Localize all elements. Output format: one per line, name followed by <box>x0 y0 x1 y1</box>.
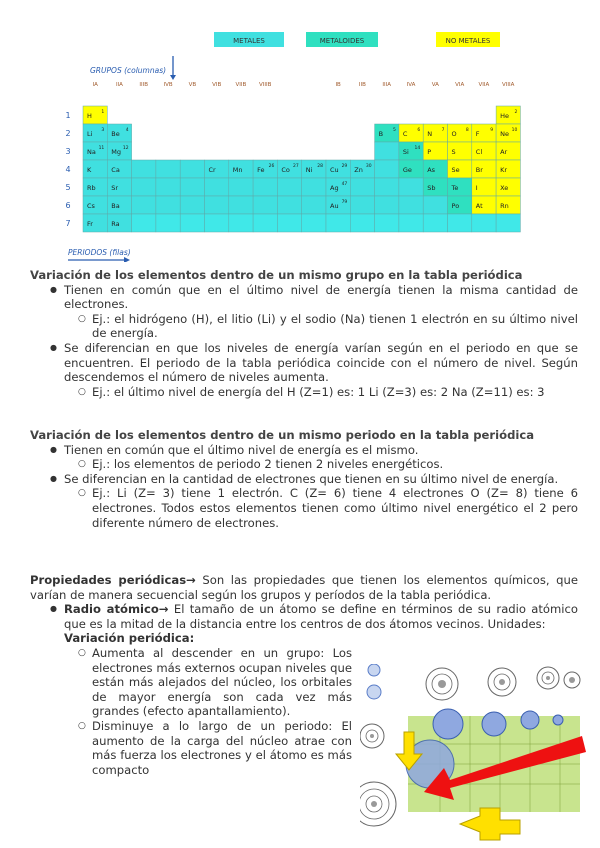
atomic-radius-illustration <box>360 664 590 848</box>
element-cell <box>253 214 277 232</box>
element-cell-bg <box>277 196 301 214</box>
element-cell-bg <box>375 178 399 196</box>
element-cell <box>83 178 107 196</box>
group-header: IA <box>92 82 98 88</box>
element-symbol: Ar <box>500 148 508 156</box>
element-cell <box>277 196 301 214</box>
element-number: 11 <box>98 146 105 151</box>
element-symbol: Li <box>87 130 93 138</box>
period-number: 7 <box>65 219 71 228</box>
element-cell <box>472 196 496 214</box>
element-cell <box>423 196 447 214</box>
element-cell-bg <box>423 214 447 232</box>
element-cell-bg <box>399 214 423 232</box>
element-number: 79 <box>341 200 348 205</box>
element-cell <box>496 124 520 142</box>
element-cell <box>302 160 326 178</box>
list-item: ● Se diferencian en que los niveles de energía varían según en el periodo en que se encuentren. El periodo de la tabla periódica coincide con el número de nivel. Según descendemos el número de niveles aumenta. <box>30 341 578 385</box>
element-cell-bg <box>180 214 204 232</box>
element-symbol: Xe <box>500 184 509 192</box>
element-number: 7 <box>441 128 445 133</box>
element-cell <box>375 178 399 196</box>
group-header: VIIIB <box>259 82 272 88</box>
element-cell <box>423 124 447 142</box>
periods-label: PERIODOS (filas) <box>68 248 131 257</box>
element-symbol: Ge <box>402 166 412 174</box>
element-cell <box>229 178 253 196</box>
element-cell <box>156 178 180 196</box>
element-cell <box>277 214 301 232</box>
element-symbol: Ba <box>111 202 120 210</box>
element-cell <box>180 160 204 178</box>
element-number: 4 <box>125 128 129 133</box>
period-number: 1 <box>65 111 71 120</box>
element-symbol: C <box>402 130 408 138</box>
element-cell <box>83 124 107 142</box>
element-cell <box>107 178 131 196</box>
element-cell-bg <box>180 196 204 214</box>
element-cell <box>472 142 496 160</box>
element-symbol: Fe <box>257 166 265 174</box>
element-cell <box>205 178 229 196</box>
element-cell-bg <box>229 214 253 232</box>
element-cell <box>180 178 204 196</box>
element-cell <box>496 196 520 214</box>
element-symbol: O <box>451 130 457 138</box>
element-cell <box>132 214 156 232</box>
element-cell-bg <box>472 214 496 232</box>
element-symbol: Ne <box>500 130 509 138</box>
element-cell-bg <box>132 196 156 214</box>
element-number: 12 <box>122 146 129 151</box>
element-cell <box>156 196 180 214</box>
legend-label: METALOIDES <box>319 37 365 45</box>
section-group-title: Variación de los elementos dentro de un mismo grupo en la tabla periódica <box>30 268 523 282</box>
element-symbol: Cr <box>208 166 216 174</box>
element-cell-bg <box>156 196 180 214</box>
element-cell <box>180 196 204 214</box>
element-cell <box>205 214 229 232</box>
period-number: 3 <box>65 147 71 156</box>
group-header: IIIA <box>382 82 392 88</box>
element-cell <box>83 142 107 160</box>
element-cell <box>326 196 350 214</box>
element-cell-bg <box>350 214 374 232</box>
element-cell-bg <box>205 196 229 214</box>
element-cell-bg <box>496 214 520 232</box>
element-cell <box>399 178 423 196</box>
radio-text: El tamaño de un átomo se define en términos de su radio atómico que es la mitad de la distancia entre los centros de dos átomos vecinos. Unidades: <box>64 602 578 631</box>
element-cell <box>448 214 472 232</box>
group-header: VA <box>431 82 439 88</box>
section-period-title: Variación de los elementos dentro de un mismo periodo en la tabla periódica <box>30 428 535 442</box>
list-item: ○ Disminuye a lo largo de un periodo: El aumento de la carga del núcleo atrae con más fuerza los electrones y el átomo es más compacto <box>30 719 352 777</box>
element-cell <box>448 142 472 160</box>
element-symbol: N <box>427 130 433 138</box>
element-cell <box>277 160 301 178</box>
element-cell <box>472 178 496 196</box>
element-number: 14 <box>414 146 421 151</box>
periods-arrowhead <box>124 257 130 262</box>
period-number: 2 <box>65 129 71 138</box>
element-number: 5 <box>393 128 396 133</box>
element-cell-bg <box>229 178 253 196</box>
list-item: ○ Ej.: el último nivel de energía del H (Z=1) es: 1 Li (Z=3) es: 2 Na (Z=11) es: 3 <box>30 385 578 400</box>
element-symbol: S <box>451 148 456 156</box>
element-symbol: As <box>427 166 436 174</box>
element-number: 2 <box>514 110 518 115</box>
element-cell <box>253 196 277 214</box>
group-header: VIB <box>212 82 222 88</box>
element-cell <box>448 178 472 196</box>
element-number: 3 <box>101 128 105 133</box>
element-cell <box>107 142 131 160</box>
element-symbol: Kr <box>500 166 508 174</box>
element-cell-bg <box>399 196 423 214</box>
element-symbol: Si <box>402 148 409 156</box>
element-cell-bg <box>205 214 229 232</box>
group-header: IIB <box>358 82 366 88</box>
periodic-table <box>0 0 600 262</box>
element-number: 1 <box>101 110 105 115</box>
element-cell <box>448 160 472 178</box>
list-item: ● Se diferencian en la cantidad de electrones que tienen en su último nivel de energía. <box>30 472 578 487</box>
element-cell <box>156 160 180 178</box>
element-symbol: H <box>87 112 92 120</box>
element-cell <box>302 196 326 214</box>
element-cell <box>375 196 399 214</box>
element-symbol: Se <box>451 166 460 174</box>
element-cell <box>496 178 520 196</box>
list-item: ○ Ej.: los elementos de periodo 2 tienen 2 niveles energéticos. <box>30 457 578 472</box>
list-item <box>30 602 578 631</box>
element-cell <box>83 160 107 178</box>
group-header: VIIB <box>235 82 247 88</box>
element-cell-bg <box>253 214 277 232</box>
element-number: 30 <box>365 164 372 169</box>
props-text: Son las propiedades que tienen los elementos químicos, que varían de manera secuencial según los grupos y períodos de la tabla periódica. <box>30 573 578 602</box>
element-cell-bg <box>302 178 326 196</box>
element-cell <box>253 160 277 178</box>
element-symbol: Fr <box>87 220 93 228</box>
element-cell-bg <box>277 178 301 196</box>
element-symbol: Cu <box>330 166 339 174</box>
element-symbol: Br <box>475 166 483 174</box>
element-cell <box>302 214 326 232</box>
element-cell-bg <box>253 178 277 196</box>
element-symbol: Rn <box>500 202 509 210</box>
groups-arrowhead <box>170 75 176 80</box>
element-cell <box>472 124 496 142</box>
element-cell <box>496 142 520 160</box>
element-symbol: Au <box>330 202 339 210</box>
variacion-title: Variación periódica: <box>64 631 195 646</box>
element-symbol: Rb <box>87 184 96 192</box>
list-item: ○ Ej.: Li (Z= 3) tiene 1 electrón. C (Z= 6) tiene 4 electrones O (Z= 8) tiene 6 electrones. Todos estos elementos tienen como último nivel energético el 2 pero diferente número de electrones. <box>30 486 578 530</box>
element-cell <box>229 214 253 232</box>
element-cell-bg <box>350 196 374 214</box>
element-symbol: Cl <box>475 148 483 156</box>
element-symbol: Po <box>451 202 460 210</box>
element-cell-bg <box>253 196 277 214</box>
element-cell-bg <box>277 214 301 232</box>
element-cell <box>399 124 423 142</box>
element-symbol: K <box>87 166 92 174</box>
element-cell-bg <box>375 214 399 232</box>
element-symbol: F <box>475 130 480 138</box>
element-symbol: Ag <box>330 184 339 192</box>
element-cell-bg <box>448 214 472 232</box>
element-cell-bg <box>375 142 399 160</box>
list-item: ● Tienen en común que el último nivel de energía es el mismo. <box>30 443 578 458</box>
element-cell <box>375 124 399 142</box>
arrow-left-icon <box>460 808 520 840</box>
group-header: IIIB <box>139 82 149 88</box>
group-header: VIA <box>455 82 465 88</box>
element-number: 29 <box>341 164 348 169</box>
element-cell <box>156 214 180 232</box>
element-symbol: Na <box>87 148 96 156</box>
element-symbol: Te <box>451 184 459 192</box>
element-cell <box>350 214 374 232</box>
element-cell <box>107 214 131 232</box>
element-cell <box>205 160 229 178</box>
element-cell <box>496 214 520 232</box>
element-cell <box>180 214 204 232</box>
element-cell <box>375 160 399 178</box>
section-group <box>30 268 578 399</box>
element-cell <box>472 214 496 232</box>
period-number: 6 <box>65 201 71 210</box>
element-cell <box>302 178 326 196</box>
element-symbol: Co <box>281 166 290 174</box>
element-cell <box>399 196 423 214</box>
element-cell <box>399 142 423 160</box>
list-item: ● Tienen en común que en el último nivel de energía tienen la misma cantidad de electrones. <box>30 283 578 312</box>
element-cell-bg <box>326 214 350 232</box>
element-symbol: Sr <box>111 184 119 192</box>
legend-label: METALES <box>233 37 265 45</box>
element-cell-bg <box>156 160 180 178</box>
element-cell <box>496 160 520 178</box>
element-cell <box>399 214 423 232</box>
element-cell-bg <box>132 160 156 178</box>
element-cell-bg <box>156 214 180 232</box>
legend-label: NO METALES <box>445 37 491 45</box>
group-header: VIIA <box>478 82 490 88</box>
element-cell <box>375 214 399 232</box>
element-symbol: P <box>427 148 432 156</box>
element-cell-bg <box>375 196 399 214</box>
element-cell <box>326 160 350 178</box>
element-cell <box>277 178 301 196</box>
element-number: 8 <box>465 128 469 133</box>
element-cell <box>229 196 253 214</box>
element-cell-bg <box>156 178 180 196</box>
element-cell <box>423 214 447 232</box>
element-cell <box>350 178 374 196</box>
element-symbol: Ca <box>111 166 120 174</box>
element-number: 26 <box>268 164 275 169</box>
element-cell <box>350 196 374 214</box>
element-cell <box>399 160 423 178</box>
element-cell <box>472 160 496 178</box>
element-symbol: Be <box>111 130 120 138</box>
element-cell <box>423 160 447 178</box>
element-cell <box>326 214 350 232</box>
element-cell <box>83 214 107 232</box>
element-cell <box>253 178 277 196</box>
element-number: 10 <box>511 128 518 133</box>
element-cell <box>375 142 399 160</box>
group-header: IIA <box>115 82 123 88</box>
element-cell-bg <box>180 178 204 196</box>
element-cell <box>350 160 374 178</box>
element-cell-bg <box>375 160 399 178</box>
element-cell <box>132 160 156 178</box>
element-symbol: Cs <box>87 202 95 210</box>
element-symbol: At <box>475 202 483 210</box>
element-number: 47 <box>341 182 348 187</box>
element-symbol: Ra <box>111 220 120 228</box>
element-cell <box>448 124 472 142</box>
group-header: VB <box>188 82 197 88</box>
element-cell <box>496 106 520 124</box>
group-header: IVB <box>163 82 173 88</box>
element-cell-bg <box>132 178 156 196</box>
element-number: 28 <box>317 164 323 169</box>
element-symbol: Sb <box>427 184 436 192</box>
element-symbol: Ni <box>305 166 313 174</box>
props-lead: Propiedades periódicas→ <box>30 573 196 587</box>
element-cell-bg <box>302 196 326 214</box>
element-cell <box>326 178 350 196</box>
list-item: ○ Ej.: el hidrógeno (H), el litio (Li) y el sodio (Na) tienen 1 electrón en su último nivel de energía. <box>30 312 578 341</box>
list-item: ○ Aumenta al descender en un grupo: Los electrones más externos ocupan niveles que están más alejados del núcleo, los orbitales de mayor energía son cada vez más grandes (efecto apantallamiento). <box>30 646 352 719</box>
element-cell-bg <box>132 214 156 232</box>
radio-lead: Radio atómico→ <box>64 602 169 617</box>
element-number: 27 <box>292 164 299 169</box>
element-cell-bg <box>423 196 447 214</box>
element-cell <box>423 178 447 196</box>
period-number: 5 <box>65 183 71 192</box>
element-number: 9 <box>490 128 494 133</box>
group-header: IVA <box>406 82 416 88</box>
element-cell-bg <box>350 178 374 196</box>
element-symbol: Mg <box>111 148 122 156</box>
element-cell <box>229 160 253 178</box>
element-cell <box>107 160 131 178</box>
element-symbol: Zn <box>354 166 363 174</box>
section-period <box>30 428 578 530</box>
group-header: IB <box>335 82 341 88</box>
element-symbol: He <box>500 112 509 120</box>
element-cell-bg <box>180 160 204 178</box>
element-symbol: Mn <box>232 166 243 174</box>
element-cell <box>83 196 107 214</box>
groups-label: GRUPOS (columnas) <box>90 66 167 75</box>
element-cell <box>423 142 447 160</box>
element-cell <box>107 124 131 142</box>
element-number: 6 <box>417 128 421 133</box>
element-cell-bg <box>302 214 326 232</box>
element-cell <box>107 196 131 214</box>
element-cell-bg <box>205 178 229 196</box>
element-cell <box>132 196 156 214</box>
element-symbol: B <box>378 130 384 138</box>
group-header: VIIIA <box>502 82 515 88</box>
element-cell-bg <box>399 178 423 196</box>
period-number: 4 <box>65 165 71 174</box>
element-cell <box>205 196 229 214</box>
element-cell <box>83 106 107 124</box>
element-cell <box>448 196 472 214</box>
element-cell-bg <box>229 196 253 214</box>
element-symbol: I <box>475 184 478 192</box>
element-cell <box>132 178 156 196</box>
